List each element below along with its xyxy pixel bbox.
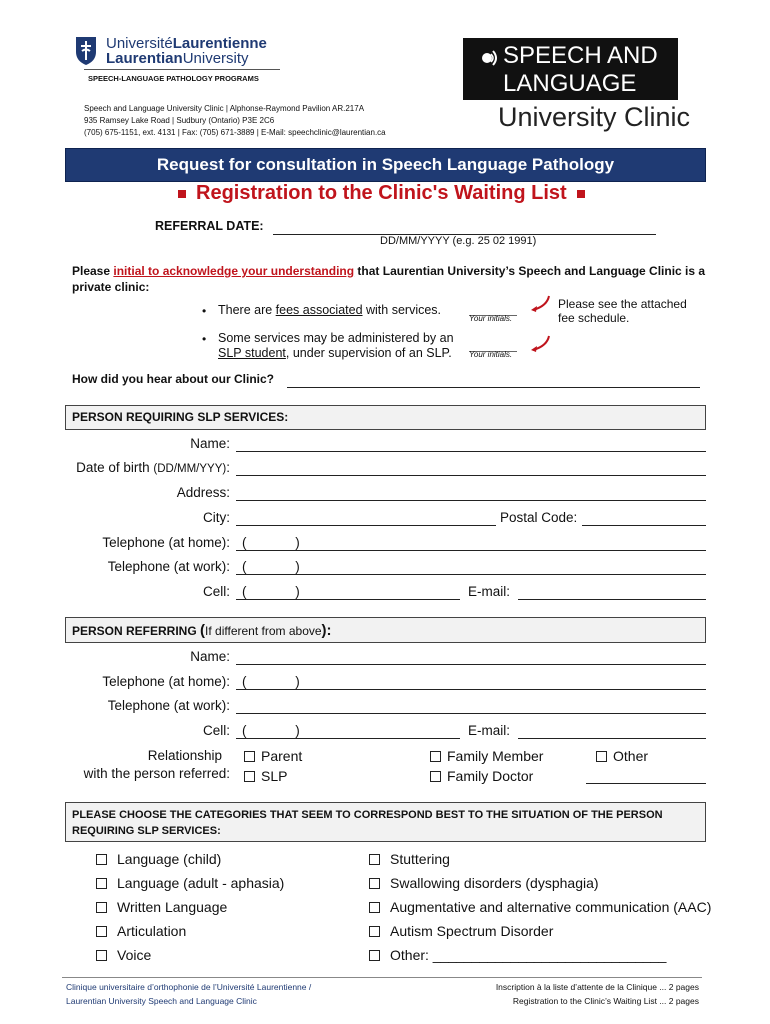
acknowledge-prefix: Please (72, 264, 114, 278)
relationship-parent[interactable] (244, 748, 302, 764)
your-initials-1: Your initials. (469, 314, 513, 323)
postal-field[interactable] (582, 508, 706, 526)
category-label: Stuttering (390, 851, 450, 867)
footer-left-2: Laurentian University Speech and Language Clinic (66, 996, 257, 1006)
tel-home-input[interactable] (236, 534, 706, 551)
checkbox-icon[interactable] (369, 854, 380, 865)
tel-home-field[interactable] (236, 533, 706, 551)
checkbox-icon[interactable] (244, 771, 255, 782)
bullet-fees-post: with services. (362, 303, 442, 317)
category-left-3[interactable] (96, 923, 186, 939)
email-label: E-mail: (468, 584, 511, 599)
checkbox-icon[interactable] (430, 751, 441, 762)
bullet-fees (218, 303, 441, 317)
relationship-other-field[interactable] (586, 766, 706, 784)
checkbox-icon[interactable] (96, 854, 107, 865)
your-initials-2: Your initials. (469, 350, 513, 359)
city-field[interactable] (236, 508, 496, 526)
city-input[interactable] (236, 509, 496, 526)
city-label: City: (203, 510, 230, 525)
ref-tel-work-input[interactable] (236, 697, 706, 714)
relationship-parent-label: Parent (261, 748, 303, 764)
square-bullet-icon (577, 190, 585, 198)
referral-date-field[interactable] (273, 217, 656, 235)
ref-email-label: E-mail: (468, 723, 511, 738)
relationship-other[interactable] (596, 748, 648, 764)
university-crest-icon (74, 36, 98, 66)
initials-input-1[interactable] (469, 299, 517, 316)
dob-text: Date of birth (76, 460, 150, 475)
relationship-slp-label: SLP (261, 768, 288, 784)
red-arrow-icon (527, 334, 553, 354)
address-input[interactable] (236, 484, 706, 501)
category-right-4[interactable] (369, 947, 666, 963)
category-label: Language (child) (117, 851, 222, 867)
fee-note-1: Please see the attached (558, 297, 687, 311)
category-label: Voice (117, 947, 152, 963)
footer-right-2: Registration to the Clinic’s Waiting List ... 2 pages (512, 996, 699, 1006)
hear-about-input[interactable] (287, 371, 700, 388)
checkbox-icon[interactable] (430, 771, 441, 782)
email-input[interactable] (518, 583, 706, 600)
relationship-family-member-label: Family Member (447, 748, 544, 764)
checkbox-icon[interactable] (369, 926, 380, 937)
dob-field[interactable] (236, 458, 706, 476)
ref-tel-home-input[interactable] (236, 673, 706, 690)
relationship-family-doctor[interactable] (430, 768, 533, 784)
checkbox-icon[interactable] (596, 751, 607, 762)
tel-home-label: Telephone (at home): (102, 535, 230, 550)
category-left-4[interactable] (96, 947, 151, 963)
email-field[interactable] (518, 582, 706, 600)
ref-tel-work-field[interactable] (236, 696, 706, 714)
cell-label: Cell: (202, 584, 230, 599)
checkbox-icon[interactable] (96, 902, 107, 913)
category-label: Articulation (117, 923, 187, 939)
referral-date-input[interactable] (273, 218, 656, 235)
category-right-3[interactable] (369, 923, 553, 939)
category-label: Language (adult - aphasia) (117, 875, 285, 891)
tel-work-label: Telephone (at work): (107, 559, 230, 574)
ref-tel-home-field[interactable] (236, 672, 706, 690)
category-label: Augmentative and alternative communication (AAC) (390, 899, 712, 915)
programs-label: SPEECH-LANGUAGE PATHOLOGY PROGRAMS (88, 74, 259, 83)
hear-about-field[interactable] (287, 370, 700, 388)
category-label: Swallowing disorders (dysphagia) (390, 875, 599, 891)
relationship-slp[interactable] (244, 768, 287, 784)
cell-input[interactable] (236, 583, 460, 600)
name-label: Name: (190, 436, 230, 451)
header-rule (84, 69, 280, 70)
bullet-dot: • (202, 304, 207, 318)
acknowledge-text (72, 263, 712, 295)
clinic-address-2: 935 Ramsey Lake Road | Sudbury (Ontario) P3E 2C6 (84, 116, 275, 125)
checkbox-icon[interactable] (244, 751, 255, 762)
ref-cell-label: Cell: (202, 723, 230, 738)
checkbox-icon[interactable] (369, 878, 380, 889)
footer-rule (62, 977, 702, 978)
ref-name-label: Name: (190, 649, 230, 664)
university-logo (74, 35, 267, 70)
checkbox-icon[interactable] (96, 878, 107, 889)
relationship-other-input[interactable] (586, 767, 706, 784)
initials-input-2[interactable] (469, 335, 517, 352)
subtitle-text: Registration to the Clinic's Waiting List (196, 182, 567, 204)
uni-name-fr-light: Université (106, 35, 173, 52)
acknowledge-link: initial to acknowledge your understanding (113, 264, 355, 278)
category-label: Other: ______________________________ (390, 947, 667, 963)
clinic-logo-line2: LANGUAGE (503, 70, 637, 97)
ref-cell-field[interactable] (236, 721, 460, 739)
ref-tel-work-label: Telephone (at work): (107, 698, 230, 713)
dob-label: Date of birth (DD/MM/YYY): (76, 460, 230, 475)
cell-paren: ( ) (242, 584, 300, 599)
referral-date-hint: DD/MM/YYYY (e.g. 25 02 1991) (380, 235, 537, 247)
bullet-student-line1: Some services may be administered by an (218, 331, 454, 345)
category-label: Written Language (117, 899, 228, 915)
relationship-label-1: Relationship (147, 748, 222, 763)
category-right-1[interactable] (369, 875, 599, 891)
checkbox-icon[interactable] (369, 902, 380, 913)
square-bullet-icon (178, 190, 186, 198)
tel-work-paren: ( ) (242, 559, 300, 574)
acknowledge-suffix: that Laurentian University’s Speech and Language Clinic is a private clinic: (72, 264, 706, 294)
category-left-0[interactable] (96, 851, 221, 867)
bullet-student-link: SLP student (218, 346, 286, 360)
footer-left-1: Clinique universitaire d’orthophonie de l’Université Laurentienne / (66, 982, 312, 992)
tel-work-input[interactable] (236, 558, 706, 575)
bullet-student-post: , under supervision of an SLP. (285, 346, 452, 360)
relationship-family-member[interactable] (430, 748, 543, 764)
ref-cell-input[interactable] (236, 722, 460, 739)
red-arrow-icon (527, 294, 553, 314)
ref-name-field[interactable] (236, 647, 706, 665)
category-left-1[interactable] (96, 875, 284, 891)
postal-label: Postal Code: (500, 510, 578, 525)
sound-wave-icon (481, 48, 501, 68)
ref-email-input[interactable] (518, 722, 706, 739)
referral-date-label: REFERRAL DATE: (155, 219, 264, 233)
category-label: Autism Spectrum Disorder (390, 923, 554, 939)
clinic-address-3: (705) 675-1151, ext. 4131 | Fax: (705) 671-3889 | E-Mail: speechclinic@laurentian.ca (84, 128, 386, 137)
bullet-student-line2 (218, 346, 452, 360)
section-header-categories (65, 802, 706, 842)
uni-name-en-light: University (182, 50, 249, 67)
relationship-other-label: Other (613, 748, 649, 764)
bullet-dot: • (202, 332, 207, 346)
dob-input[interactable] (236, 459, 706, 476)
ref-email-field[interactable] (518, 721, 706, 739)
bullet-fees-pre: There are (218, 303, 276, 317)
ref-cell-paren: ( ) (242, 723, 300, 738)
fee-note-2: fee schedule. (558, 311, 630, 325)
categories-header-2: REQUIRING SLP SERVICES: (72, 825, 221, 837)
clinic-logo-line3: University Clinic (498, 102, 691, 132)
uni-name-fr-bold: Laurentienne (172, 35, 267, 52)
title-bar (65, 148, 706, 182)
relationship-label-2: with the person referred: (83, 766, 230, 781)
person-referring-subheader: If different from above (205, 624, 322, 638)
uni-name-en-bold: Laurentian (106, 50, 183, 67)
clinic-logo (463, 38, 678, 100)
relationship-family-doctor-label: Family Doctor (447, 768, 534, 784)
person-requiring-header: PERSON REQUIRING SLP SERVICES: (72, 410, 289, 424)
tel-home-paren: ( ) (242, 535, 300, 550)
category-right-0[interactable] (369, 851, 450, 867)
form-title: Request for consultation in Speech Language Pathology (156, 155, 615, 174)
footer-right-1: Inscription à la liste d’attente de la Clinique ... 2 pages (495, 982, 699, 992)
cell-field[interactable] (236, 582, 460, 600)
hear-about-label: How did you hear about our Clinic? (72, 372, 275, 386)
bullet-fees-link: fees associated (275, 303, 363, 317)
name-input[interactable] (236, 435, 706, 452)
address-field[interactable] (236, 483, 706, 501)
checkbox-icon[interactable] (96, 950, 107, 961)
category-right-2[interactable] (369, 899, 711, 915)
address-label: Address: (176, 485, 230, 500)
checkbox-icon[interactable] (369, 950, 380, 961)
clinic-logo-line1: SPEECH AND (503, 42, 658, 69)
tel-work-field[interactable] (236, 557, 706, 575)
dob-format: (DD/MM/YYY) (153, 463, 227, 475)
section-header-person-referring: PERSON REFERRING (If different from above): (65, 617, 706, 643)
ref-name-input[interactable] (236, 648, 706, 665)
clinic-address-1: Speech and Language University Clinic | Alphonse-Raymond Pavilion AR.217A (84, 104, 365, 113)
checkbox-icon[interactable] (96, 926, 107, 937)
name-field[interactable] (236, 434, 706, 452)
category-left-2[interactable] (96, 899, 227, 915)
section-header-person-requiring (65, 405, 706, 430)
subtitle (178, 182, 585, 205)
categories-header-1: PLEASE CHOOSE THE CATEGORIES THAT SEEM TO CORRESPOND BEST TO THE SITUATION OF THE PERSON (72, 809, 663, 821)
ref-tel-home-paren: ( ) (242, 674, 300, 689)
ref-tel-home-label: Telephone (at home): (102, 674, 230, 689)
postal-input[interactable] (582, 509, 706, 526)
person-referring-header: PERSON REFERRING (72, 624, 197, 638)
